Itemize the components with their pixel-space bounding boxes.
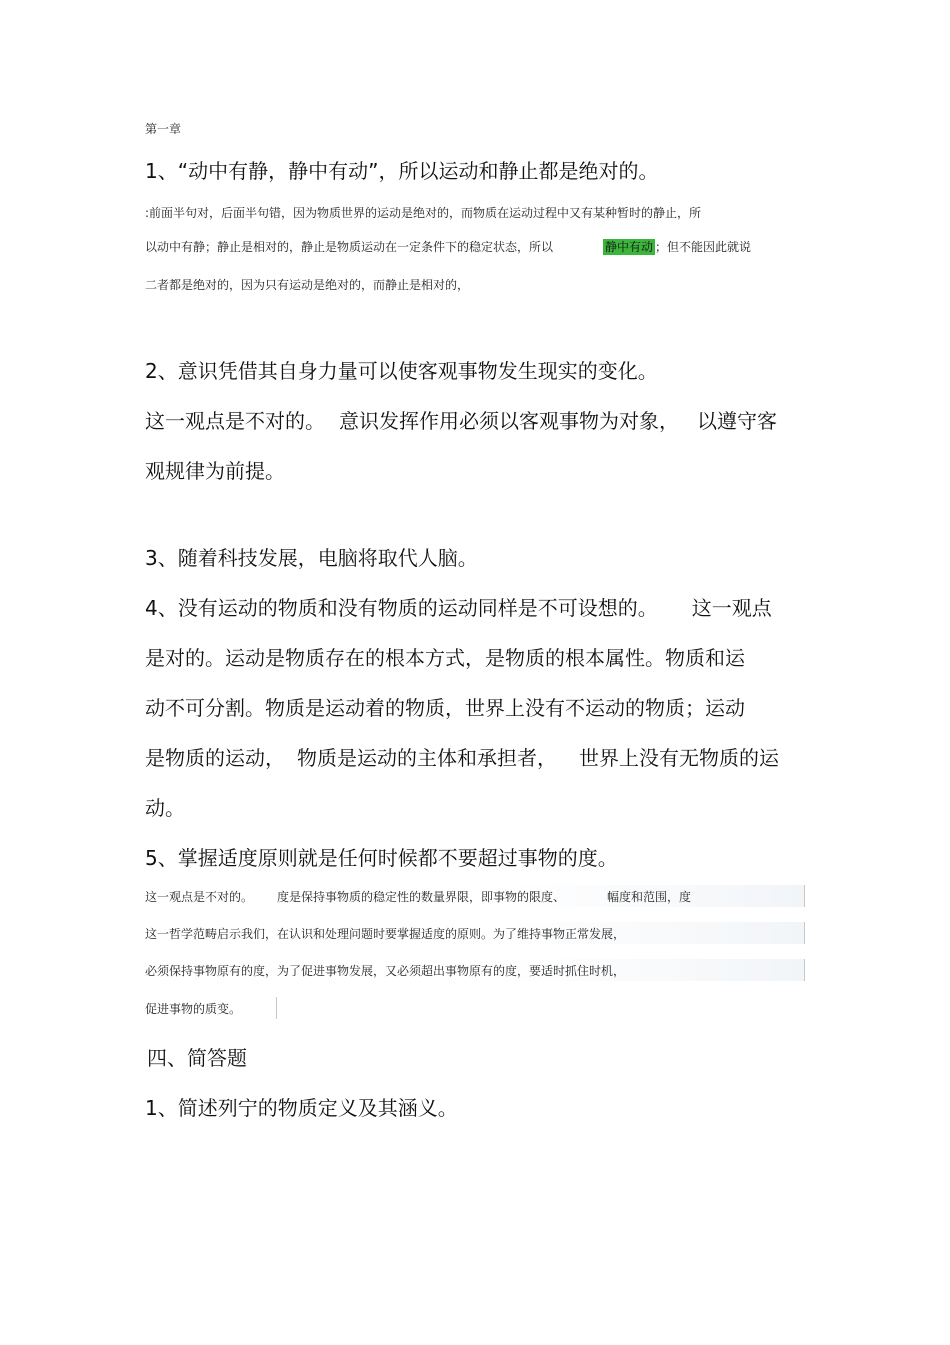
answer-text: 物质是运动的主体和承担者， <box>297 746 557 770</box>
answer-text: 4、没有运动的物质和没有物质的运动同样是不可设想的。 <box>145 596 658 620</box>
answer-text: 是物质的运动， <box>145 746 285 770</box>
question-2-answer-line-2: 观规律为前提。 <box>145 459 285 483</box>
answer-text: 世界上没有无物质的运 <box>579 746 779 770</box>
question-2-title: 2、意识凭借其自身力量可以使客观事物发生现实的变化。 <box>145 359 658 383</box>
question-5-title: 5、掌握适度原则就是任何时候都不要超过事物的度。 <box>145 846 618 870</box>
question-5-answer-line-1 <box>145 888 691 905</box>
question-4-answer-line-3 <box>145 742 779 771</box>
answer-text: 这一观点是不对的。 <box>145 890 254 904</box>
section-4-question-1: 1、简述列宁的物质定义及其涵义。 <box>145 1096 458 1120</box>
answer-text: 以遵守客 <box>697 409 777 433</box>
question-1-title: 1、“动中有静，静中有动”，所以运动和静止都是绝对的。 <box>145 159 659 183</box>
answer-text: 度是保持事物质的稳定性的数量界限，即事物的限度、 <box>277 890 566 904</box>
chapter-heading: 第一章 <box>145 122 182 136</box>
question-4-answer-line-2: 动不可分割。物质是运动着的物质，世界上没有不运动的物质；运动 <box>145 696 745 720</box>
answer-text: ；但不能因此就说 <box>655 240 752 254</box>
question-1-answer-line-3: 二者都是绝对的，因为只有运动是绝对的，而静止是相对的， <box>145 278 470 292</box>
question-2-answer-line-1 <box>145 405 777 434</box>
question-5-answer-line-2: 这一哲学范畴启示我们，在认识和处理问题时要掌握适度的原则。为了维持事物正常发展， <box>145 927 626 941</box>
question-5-answer-line-3: 必须保持事物原有的度，为了促进事物发展，又必须超出事物原有的度，要适时抓住时机， <box>145 964 626 978</box>
answer-text: 幅度和范围，度 <box>607 890 692 904</box>
question-4-answer-line-1: 是对的。运动是物质存在的根本方式，是物质的根本属性。物质和运 <box>145 646 745 670</box>
answer-text: 以动中有静；静止是相对的，静止是物质运动在一定条件下的稳定状态，所以 <box>145 240 554 254</box>
answer-text: 意识发挥作用必须以客观事物为对象， <box>339 409 679 433</box>
answer-text: 这一观点 <box>691 596 772 620</box>
question-4-title <box>145 592 772 621</box>
highlighted-phrase: 静中有动 <box>605 240 654 254</box>
question-5-answer-line-4: 促进事物的质变。 <box>145 1002 242 1016</box>
question-1-answer-line-2 <box>145 238 751 255</box>
section-heading: 四、简答题 <box>147 1046 247 1070</box>
question-1-answer-line-1: :前面半句对，后面半句错，因为物质世界的运动是绝对的，而物质在运动过程中又有某种暂时的静止，所 <box>145 206 702 220</box>
answer-text: 这一观点是不对的。 <box>145 409 325 433</box>
question-4-answer-line-4: 动。 <box>145 796 185 820</box>
question-3-title: 3、随着科技发展，电脑将取代人脑。 <box>145 546 478 570</box>
